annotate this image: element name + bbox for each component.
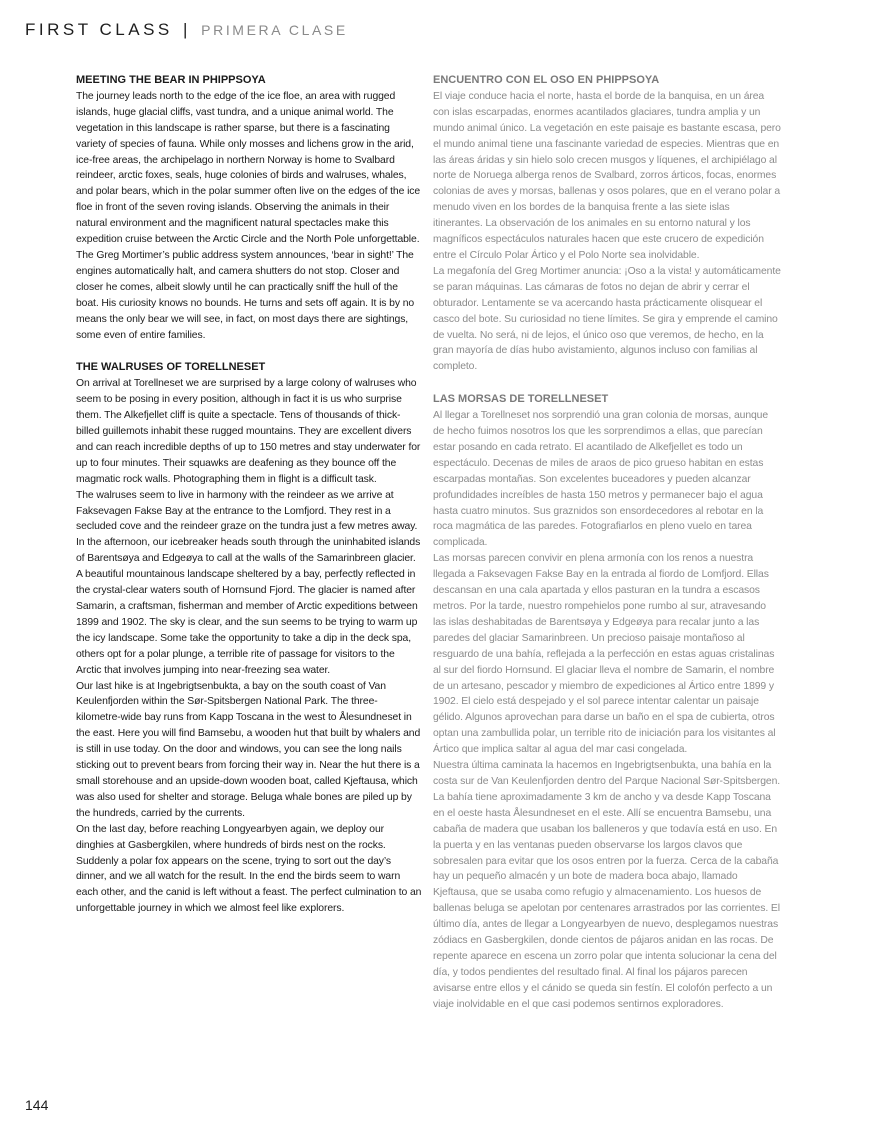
running-header	[25, 20, 348, 40]
header-title-en: FIRST CLASS	[25, 20, 173, 39]
section-title-walruses-es: LAS MORSAS DE TORELLNESET	[433, 393, 609, 406]
spanish-column	[433, 73, 781, 1013]
paragraph: El viaje conduce hacia el norte, hasta el borde de la banquisa, en un área con islas escarpadas, enormes acantilados glaciares, tundra amplia y un mundo animal único. La vegetación en este paisaje es bastante escasa, pero el mundo animal tiene una fascinante variedad de especies. Mientras que en las áreas áridas y sin hielo solo crecen musgos y líquenes, el archipiélago al norte de Noruega alberga renos de Svalbard, zorros árticos, focas, enormes colonias de aves y morsas, ballenas y osos polares, que en el verano polar a menudo viven en los bordes de la banquisa frente a las siete islas itinerantes. La observación de los animales en su entorno natural y los magníficos espectáculos naturales hacen que este crucero de expedición entre el Círculo Polar Ártico y el Polo Norte sea inolvidable.	[433, 90, 781, 261]
paragraph: On arrival at Torellneset we are surprised by a large colony of walruses who seem to be posing in every position, although in fact it is us who surprise them. The Alkefjellet cliff is quite a spectacle. Tens of thousands of thick-billed guillemots inhabit these rugged mountains. They are excellent divers and can reach incredible depths of up to 150 metres and stay underwater for up to four minutes. Their squawks are deafening as they bounce off the magmatic rock walls. Photographing them in flight is a difficult task.	[76, 378, 421, 485]
english-column	[76, 73, 422, 917]
paragraph: La megafonía del Greg Mortimer anuncia: ¡Oso a la vista! y automáticamente se paran máquinas. Las cámaras de fotos no dejan de abrir y cerrar el obturador. Lentamente se va acercando hasta prácticamente olisquear el casco del bote. Su curiosidad no tiene límites. Se gira y emprende el camino de vuelta. No será, ni de lejos, el único oso que veremos, de hecho, en la gran mayoría de días hubo avistamiento, algunos incluso con familias al completo.	[433, 265, 781, 373]
paragraph: The walruses seem to live in harmony with the reindeer as we arrive at Faksevagen Fakse Bay at the entrance to the Lomfjord. They rest in a secluded cove and the reindeer graze on the tundra just a few metres away. In the afternoon, our icebreaker heads south through the uninhabited islands of Barentsøya and Edgeøya to call at the walls of the Samarinbreen glacier. A beautiful mountainous landscape sheltered by a bay, perfectly reflected in the crystal-clear waters south of Hornsund Fjord. The glacier is named after Samarin, a craftsman, fisherman and member of Arctic expeditions between 1899 and 1902. The sky is clear, and the sun seems to be trying to warm up the icy landscape. Some take the opportunity to take a dip in the deck spa, others opt for a polar plunge, a terrible rite of passage for visitors to the Arctic that involves jumping into near-freezing sea water.	[76, 489, 421, 676]
paragraph: Our last hike is at Ingebrigtsenbukta, a bay on the south coast of Van Keulenfjorden within the Sør-Spitsbergen National Park. The three-kilometre-wide bay runs from Kapp Toscana in the west to Ålesundneset in the east. Here you will find Bamsebu, a wooden hut that built by whalers and is still in use today. On the door and windows, you can see the long nails sticking out to prevent bears from forcing their way in. Near the hut there is a small storehouse and an upside-down wooden boat, called Kjeftausa, which was also used for shelter and storage. Beluga whale bones are piled up by the hundreds, carried by the currents.	[76, 680, 421, 819]
paragraph: The Greg Mortimer’s public address system announces, ‘bear in sight!’ The engines automatically halt, and camera shutters do not stop. Closer and closer he comes, albeit slowly until he can practically sniff the hull of the boat. His curiosity knows no bounds. He turns and sets off again. It is by no means the only bear we will see, in fact, on most days there are sightings, some even of entire families.	[76, 249, 415, 341]
section-title-walruses-en: THE WALRUSES OF TORELLNESET	[76, 361, 266, 374]
paragraph: The journey leads north to the edge of the ice floe, an area with rugged islands, huge glacial cliffs, vast tundra, and a unique animal world. The vegetation in this landscape is rather sparse, but there is a fascinating variety of species of fauna. While only mosses and lichens grow in the arid, ice-free areas, the archipelago in northern Norway is home to Svalbard reindeer, arctic foxes, seals, huge colonies of birds and walruses, whales, and polar bears, which in the polar summer often live on the edges of the ice floe in front of the seven roving islands. Observing the animals in their natural environment and the magnificent natural spectacles make this expedition cruise between the Arctic Circle and the North Pole unforgettable.	[76, 90, 421, 246]
page-number: 144	[25, 1097, 49, 1113]
header-title-es: PRIMERA CLASE	[201, 22, 348, 38]
section-title-bear-en: MEETING THE BEAR IN PHIPPSOYA	[76, 74, 266, 86]
paragraph: Al llegar a Torellneset nos sorprendió una gran colonia de morsas, aunque de hecho fuimos nosotros los que les sorprendimos a ellas, que parecían estar posando en cada retrato. El acantilado de Alkefjellet es todo un espectáculo. Decenas de miles de araos de pico grueso habitan en estas escarpadas montañas. Son excelentes buceadores y pueden alcanzar profundidades increíbles de hasta 150 metros y permanecer bajo el agua hasta cuatro minutos. Sus graznidos son ensordecedores al rebotar en la roca magmática de las paredes. Fotografiarlos en pleno vuelo en tarea complicada.	[433, 410, 769, 549]
paragraph: Nuestra última caminata la hacemos en Ingebrigtsenbukta, una bahía en la costa sur de Van Keulenfjorden dentro del Parque Nacional Sør-Spitsbergen. La bahía tiene aproximadamente 3 km de ancho y va desde Kapp Toscana en el oeste hasta Ålesundneset en el este. Allí se encuentra Bamsebu, una cabaña de madera que usaban los balleneros y que todavía está en uso. En la puerta y en las ventanas pueden observarse los largos clavos que sobresalen para evitar que los osos entren por la fuerza. Cerca de la cabaña hay un pequeño almacén y un bote de madera boca abajo, llamado Kjeftausa, que se usaba como refugio y almacenamiento. Los huesos de ballenas beluga se apelotan por centenares arrastrados por las corrientes. El último día, antes de llegar a Longyearbyen de nuevo, desplegamos nuestras zódiacs en Gasbergkilen, donde cientos de pájaros anidan en las rocas. De repente aparece en escena un zorro polar que intenta solucionar la cena del día, y todos pendientes del resultado final. Al final los pájaros parecen avisarse entre ellos y el cánido se queda sin festín. El colofón perfecto a un viaje inolvidable en el que casi podemos sentirnos exploradores.	[433, 760, 781, 1010]
header-separator: |	[183, 20, 191, 39]
section-gap	[76, 343, 422, 360]
paragraph: Las morsas parecen convivir en plena armonía con los renos a nuestra llegada a Faksevagen Fakse Bay en la entrada al fiordo de Lomfjord. Ellas descansan en una cala apartada y ellos pasturan en la tundra a escasos metros. Por la tarde, nuestro rompehielos pone rumbo al sur, atravesando las islas deshabitadas de Barentsøya y Edgeøya para recalar junto a las paredes del glaciar Samarinbreen. Un precioso paisaje montañoso al resguardo de una bahía, reflejada a la perfección en estas aguas cristalinas al sur del fiordo Hornsund. El glaciar lleva el nombre de Samarin, el nombre de un artesano, pescador y miembro de expediciones al Ártico entre 1899 y 1902. El cielo está despejado y el sol parece intentar calentar un paisaje gélido. Algunos aprovechan para darse un baño en el spa de cubierta, otros optan una zambullida polar, un terrible rito de iniciación para los visitantes al Ártico que implica saltar al agua del mar casi congelada.	[433, 553, 776, 756]
section-title-bear-es: ENCUENTRO CON EL OSO EN PHIPPSOYA	[433, 74, 660, 86]
section-gap	[433, 375, 781, 392]
paragraph: On the last day, before reaching Longyearbyen again, we deploy our dinghies at Gasbergkilen, where hundreds of birds nest on the rocks. Suddenly a polar fox appears on the scene, trying to sort out the day’s dinner, and we all watch for the result. In the end the birds seem to warn each other, and the canid is left without a feast. The perfect culmination to an unforgettable journey in which we almost feel like explorers.	[76, 823, 422, 915]
